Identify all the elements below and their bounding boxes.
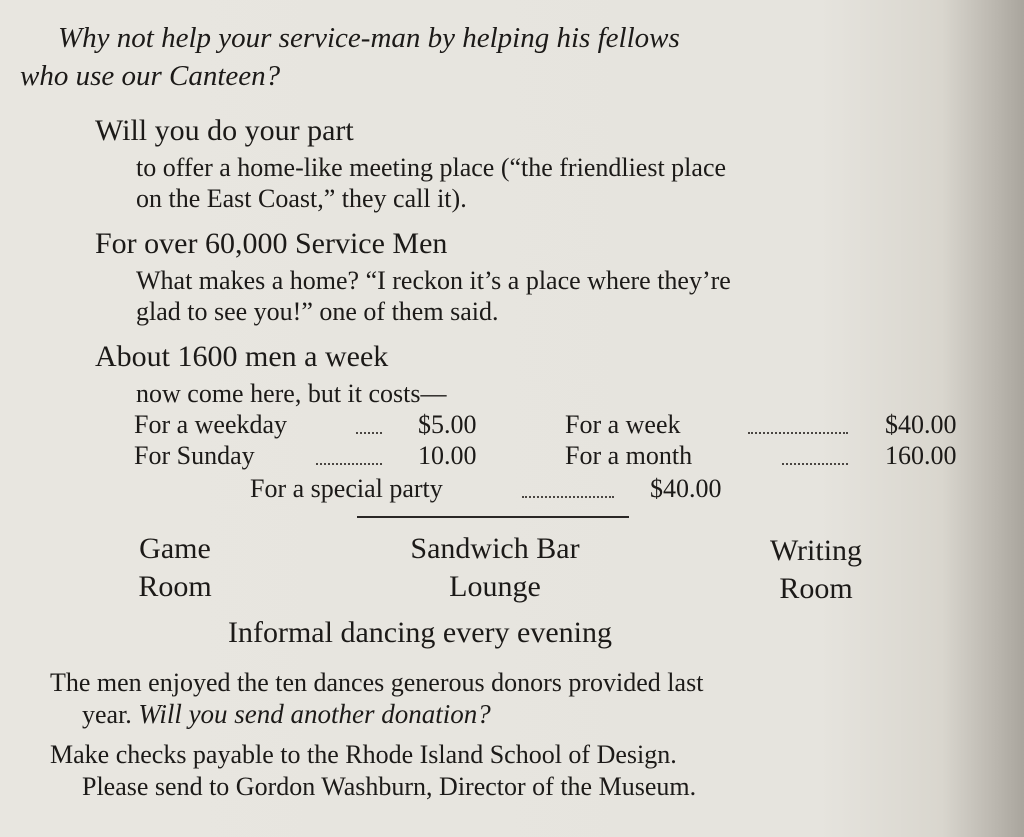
cost-month-label: For a month: [565, 441, 693, 470]
intro-line-2: who use our Canteen?: [20, 60, 281, 92]
section3-line-1: now come here, but it costs—: [136, 379, 447, 408]
writing-room-line-1: Writing: [769, 534, 863, 567]
leader-dots: [316, 463, 382, 465]
cost-party-label: For a special party: [250, 474, 443, 503]
cost-sunday-label: For Sunday: [134, 441, 255, 470]
section1-line-1: to offer a home-like meeting place (“the friendliest place: [136, 153, 727, 182]
sandwich-line-2: Lounge: [449, 570, 541, 603]
cost-weekday-value: $5.00: [418, 410, 477, 439]
cost-party-value: $40.00: [650, 474, 722, 503]
leader-dots: [748, 432, 848, 434]
section2-line-2: glad to see you!” one of them said.: [136, 297, 499, 326]
section-heading-part: Will you do your part: [95, 114, 354, 147]
donation-line-2: [82, 699, 491, 730]
sandwich-bar-lounge: [370, 530, 620, 606]
sandwich-line-1: Sandwich Bar: [410, 532, 580, 565]
donation-line-1: The men enjoyed the ten dances generous donors provided last: [50, 668, 704, 697]
game-room-line-2: Room: [138, 570, 212, 603]
cost-month-value: 160.00: [885, 441, 957, 470]
cost-weekday-label: For a weekday: [134, 410, 288, 439]
checks-line-2: Please send to Gordon Washburn, Director of the Museum.: [82, 772, 697, 801]
cost-week-value: $40.00: [885, 410, 957, 439]
leader-dots: [522, 496, 614, 498]
checks-line-1: Make checks payable to the Rhode Island School of Design.: [50, 740, 677, 769]
leader-dots: [356, 432, 382, 434]
intro-line-1: Why not help your service-man by helping his fellows: [58, 22, 680, 54]
game-room-line-1: Game: [139, 532, 211, 565]
section-heading-service-men: For over 60,000 Service Men: [95, 227, 448, 260]
section1-line-2: on the East Coast,” they call it).: [136, 184, 467, 213]
donation-year: year.: [82, 700, 132, 729]
game-room: [100, 530, 250, 606]
writing-room: [736, 532, 896, 608]
divider-rule: [357, 516, 629, 518]
writing-room-line-2: Room: [779, 572, 853, 605]
section-heading-men-a-week: About 1600 men a week: [95, 340, 389, 373]
section2-line-1: What makes a home? “I reckon it’s a place where they’re: [136, 266, 731, 295]
cost-sunday-value: 10.00: [418, 441, 477, 470]
leader-dots: [782, 463, 848, 465]
dancing-line: Informal dancing every evening: [228, 616, 613, 649]
cost-week-label: For a week: [565, 410, 681, 439]
donation-ask: Will you send another donation?: [138, 699, 491, 729]
